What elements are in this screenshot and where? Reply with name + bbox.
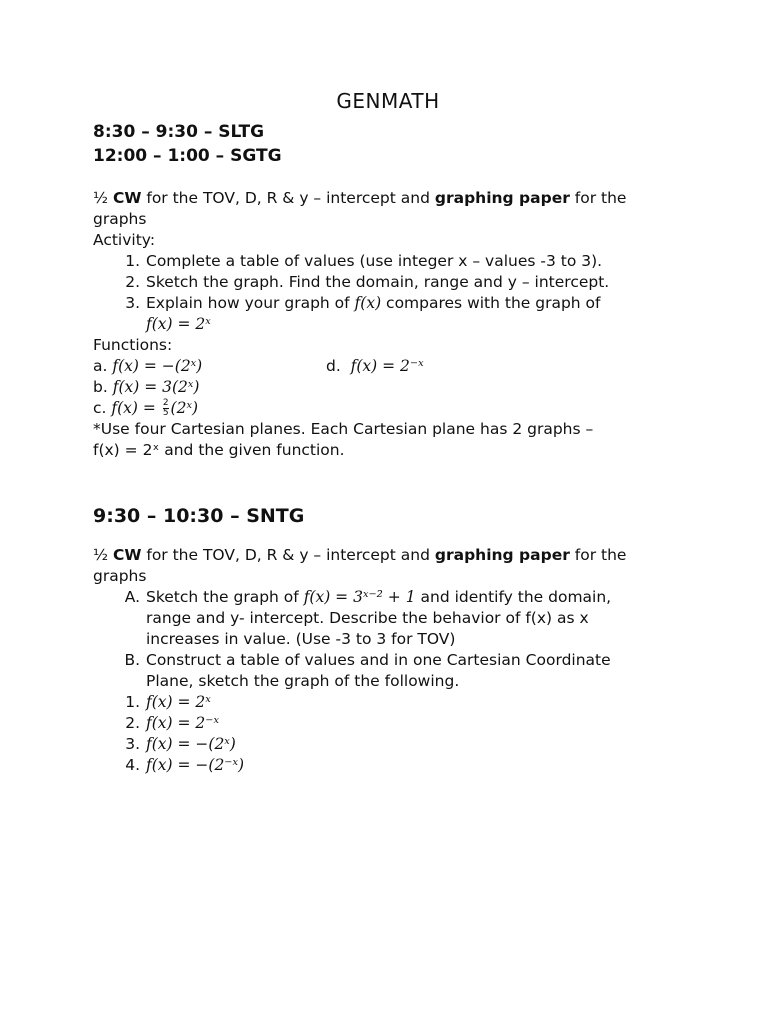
cw-instruction-2-cont: graphs — [93, 567, 147, 585]
list-item-cont: increases in value. (Use -3 to 3 for TOV) — [146, 630, 456, 648]
cw-instruction-2: ½ CW for the TOV, D, R & y – intercept and graphing paper for the — [93, 546, 627, 564]
schedule-line-2: 12:00 – 1:00 – SGTG — [93, 146, 282, 166]
activity-label: Activity: — [93, 231, 156, 249]
list-item: 1. Complete a table of values (use integer x – values -3 to 3). — [125, 252, 603, 270]
page-title: GENMATH — [336, 89, 440, 113]
list-item: 2. Sketch the graph. Find the domain, range and y – intercept. — [125, 273, 610, 291]
list-item-cont: range and y- intercept. Describe the behavior of f(x) as x — [146, 609, 589, 627]
function-item: 3. f(x) = −(2ˣ) — [125, 735, 236, 753]
function-row-b: b. f(x) = 3(2ˣ) — [93, 378, 200, 396]
cw-instruction-1-cont: graphs — [93, 210, 147, 228]
note-line-1: *Use four Cartesian planes. Each Cartesian plane has 2 graphs – — [93, 420, 594, 438]
function-item: 2. f(x) = 2⁻ˣ — [125, 714, 219, 732]
function-item: 4. f(x) = −(2⁻ˣ) — [125, 756, 245, 774]
function-item: 1. f(x) = 2ˣ — [125, 693, 211, 711]
fraction: $\frac{2}{5}$ — [162, 398, 169, 418]
schedule-line-1: 8:30 – 9:30 – SLTG — [93, 122, 265, 142]
note-line-2: f(x) = 2ˣ and the given function. — [93, 441, 345, 459]
activity-list — [93, 251, 683, 335]
list-item-cont: f(x) = 2ˣ — [146, 315, 211, 333]
list-item: 3. Explain how your graph of f(x) compares with the graph of — [125, 294, 601, 312]
function-row-a-d: a. f(x) = −(2ˣ) d. f(x) = 2⁻ˣ — [93, 357, 424, 375]
list-item-cont: Plane, sketch the graph of the following. — [146, 672, 460, 690]
list-item: B. Construct a table of values and in one Cartesian Coordinate — [124, 651, 611, 669]
cw-instruction-1: ½ CW for the TOV, D, R & y – intercept and graphing paper for the — [93, 189, 627, 207]
functions-label: Functions: — [93, 336, 173, 354]
document-page — [93, 88, 683, 776]
function-row-c: c. f(x) = $\frac{2}{5}$ (2ˣ) — [93, 398, 199, 418]
task-list — [93, 587, 683, 776]
section-2-title: 9:30 – 10:30 – SNTG — [93, 505, 305, 527]
list-item: A. Sketch the graph of f(x) = 3ˣ⁻² + 1 and identify the domain, — [124, 588, 612, 606]
